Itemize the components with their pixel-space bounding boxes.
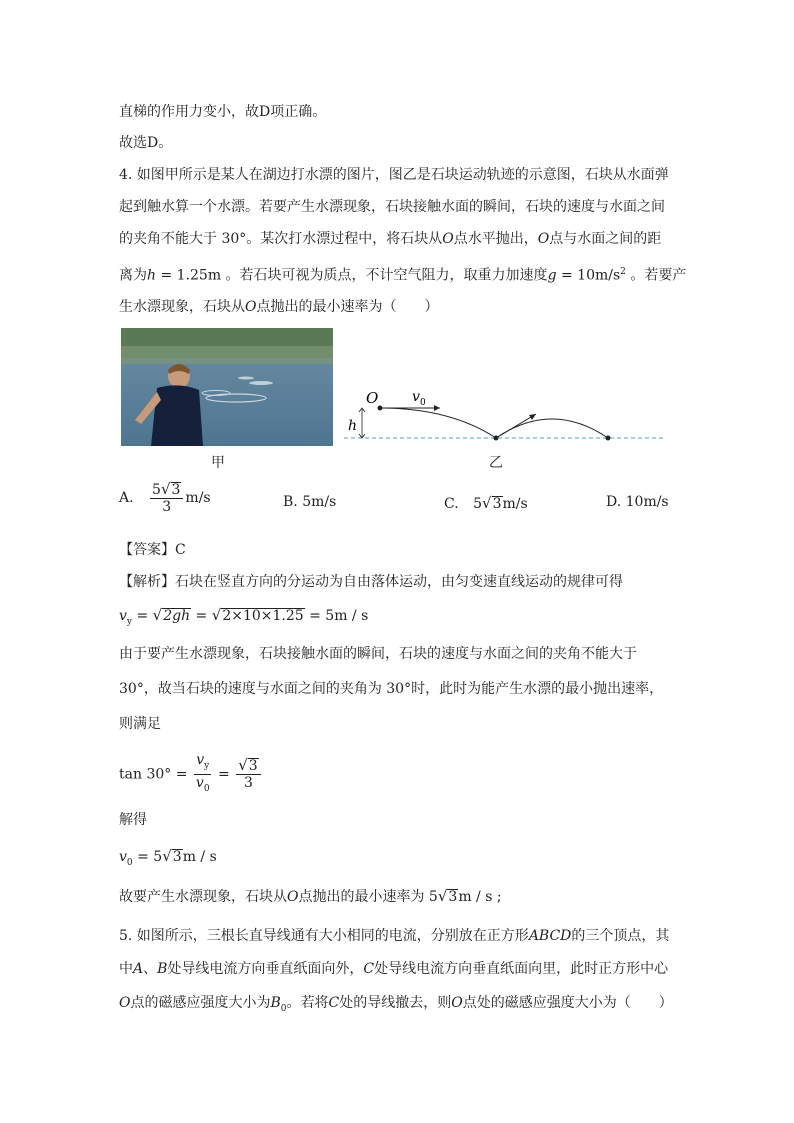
analysis-line: 30°，故当石块的速度与水面之间的夹角为 30°时，此时为能产生水漂的最小抛出速率， [119, 681, 664, 697]
label-h: h [348, 418, 358, 434]
label-o: O [366, 389, 379, 407]
rebound-arrow [496, 414, 536, 438]
lake-photo [121, 328, 333, 446]
option-b[interactable]: B. 5m/s [283, 494, 337, 510]
conclusion-line: 故要产生水漂现象，石块从O点抛出的最小速率为 5√3m / s ; [119, 887, 502, 905]
analysis-line: 【解析】石块在竖直方向的分运动为自由落体运动，由匀变速直线运动的规律可得 [119, 574, 623, 590]
figure-a-label: 甲 [211, 455, 225, 471]
option-d[interactable]: D. 10m/s [606, 494, 669, 510]
answer-label: 【答案】C [119, 542, 186, 558]
solve-label: 解得 [119, 812, 147, 828]
landing-point [606, 436, 611, 441]
question-4-line: 离为h = 1.25m 。若石块可视为质点，不计空气阻力，取重力加速度$g = 10m/s^2$ 。若要产 [119, 267, 687, 284]
label-v: v [412, 389, 420, 405]
lake-photo-illustration [121, 328, 333, 446]
analysis-line: 则满足 [119, 716, 161, 732]
text-line: 故选D。 [119, 135, 173, 151]
equation-3: $v_0 = 5√3m / s$ [119, 847, 217, 868]
option-c[interactable]: C. 5√3m/s [444, 494, 528, 512]
trajectory-curve [380, 408, 496, 438]
question-4-line: 4. 如图甲所示是某人在湖边打水漂的图片，图乙是石块运动轨迹的示意图，石块从水面弹 [119, 167, 669, 183]
equation-1: $v_y = √2gh = √2\times 10\times 1.25 = 5m / s$ [119, 606, 369, 627]
question-4-line: 起到触水算一个水漂。若要产生水漂现象，石块接触水面的瞬间，石块的速度与水面之间 [119, 199, 665, 215]
question-4-line: 生水漂现象，石块从O点抛出的最小速率为（ ） [119, 299, 439, 315]
trajectory-diagram [340, 380, 670, 455]
equation-2: tan 30° = $\frac{v_y}{v_0}$ = $\frac{√3}{3}$ [119, 752, 263, 797]
text-line: 直梯的作用力变小，故D项正确。 [119, 104, 327, 120]
option-a[interactable]: A. $\frac{5√3}{3}$ m/s [119, 480, 211, 515]
question-5-line: 中A、B处导线电流方向垂直纸面向外，C处导线电流方向垂直纸面向里，此时正方形中心 [119, 961, 669, 977]
analysis-line: 由于要产生水漂现象，石块接触水面的瞬间，石块的速度与水面之间的夹角不能大于 [119, 646, 637, 662]
bounce-point [494, 436, 499, 441]
question-5-line: O点的磁感应强度大小为$B_0$。若将C处的导线撤去，则O点处的磁感应强度大小为（ ） [119, 995, 673, 1014]
figure-b-label: 乙 [489, 455, 503, 471]
label-v-sub: 0 [420, 398, 426, 408]
question-5-line: 5. 如图所示，三根长直导线通有大小相同的电流，分别放在正方形ABCD的三个顶点，其 [119, 928, 670, 944]
question-4-line: 的夹角不能大于 30°。某次打水漂过程中，将石块从O点水平抛出，O点与水面之间的距 [119, 231, 662, 247]
